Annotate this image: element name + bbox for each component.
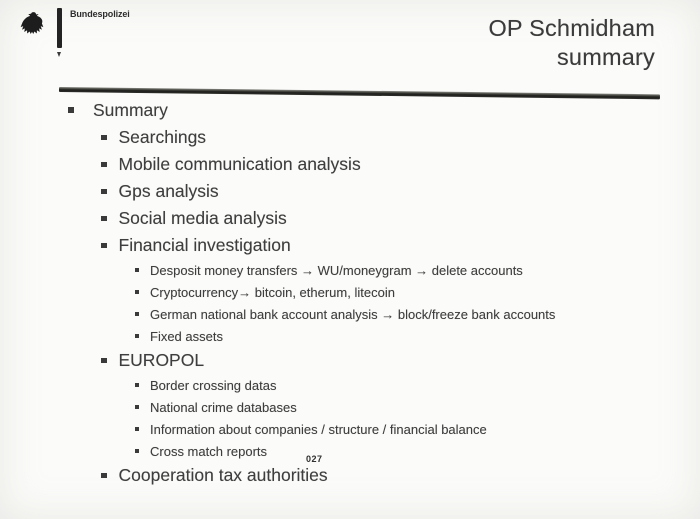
bullet-item bbox=[0, 259, 700, 281]
bullet-item bbox=[0, 205, 700, 232]
slide-title-line1: OP Schmidham bbox=[488, 15, 655, 41]
square-bullet-icon bbox=[135, 312, 139, 316]
bullet-item-label: Cryptocurrency→ bitcoin, etherum, litecoin bbox=[150, 284, 395, 300]
bullet-item bbox=[0, 440, 700, 462]
square-bullet-icon bbox=[135, 405, 139, 409]
bullet-item bbox=[0, 281, 700, 303]
bullet-item bbox=[0, 462, 700, 489]
bullet-item-label: German national bank account analysis → block/freeze bank accounts bbox=[150, 306, 556, 322]
bullet-item-label: Searchings bbox=[118, 127, 207, 147]
square-bullet-icon bbox=[101, 135, 107, 141]
bullet-item bbox=[0, 325, 700, 347]
square-bullet-icon bbox=[135, 383, 139, 387]
bullet-item-label: EUROPOL bbox=[118, 350, 205, 370]
bullet-item-label: Information about companies / structure / financial balance bbox=[150, 421, 487, 437]
slide-title-line2: summary bbox=[556, 44, 655, 70]
bullet-item bbox=[0, 151, 700, 178]
square-bullet-icon bbox=[68, 107, 74, 113]
bundespolizei-logo bbox=[20, 8, 130, 60]
square-bullet-icon bbox=[135, 427, 139, 431]
square-bullet-icon bbox=[101, 162, 107, 168]
square-bullet-icon bbox=[101, 358, 107, 364]
square-bullet-icon bbox=[101, 243, 107, 249]
square-bullet-icon bbox=[101, 473, 107, 479]
square-bullet-icon bbox=[101, 189, 107, 195]
bullet-item bbox=[0, 303, 700, 325]
bullet-item-label: Cooperation tax authorities bbox=[118, 465, 328, 485]
square-bullet-icon bbox=[135, 449, 139, 453]
bullet-item bbox=[0, 347, 700, 374]
bullet-item bbox=[0, 124, 700, 151]
bullet-item bbox=[0, 418, 700, 440]
square-bullet-icon bbox=[135, 334, 139, 338]
bullet-item-label: National crime databases bbox=[150, 399, 297, 415]
bundesadler-eagle-icon bbox=[20, 10, 47, 42]
bullet-item-label: Fixed assets bbox=[150, 328, 223, 344]
bullet-item-label: Cross match reports bbox=[150, 443, 268, 459]
bullet-list bbox=[0, 96, 700, 489]
logo-arrow-icon bbox=[57, 52, 61, 57]
page-number: 027 bbox=[306, 454, 323, 464]
slide-title bbox=[488, 14, 655, 72]
bullet-item bbox=[0, 178, 700, 205]
logo-divider-bar bbox=[57, 8, 62, 60]
bullet-item-label: Gps analysis bbox=[118, 181, 219, 201]
bullet-item-label: Summary bbox=[93, 99, 168, 120]
bullet-item bbox=[0, 232, 700, 259]
bullet-item-label: Mobile communication analysis bbox=[118, 154, 361, 174]
bullet-item bbox=[0, 396, 700, 418]
square-bullet-icon bbox=[135, 290, 139, 294]
square-bullet-icon bbox=[101, 216, 107, 222]
bullet-item-label: Financial investigation bbox=[118, 235, 291, 255]
bullet-item bbox=[0, 374, 700, 396]
bullet-item-label: Border crossing datas bbox=[150, 377, 277, 393]
logo-text: Bundespolizei bbox=[70, 9, 130, 19]
bullet-item-label: Desposit money transfers → WU/moneygram → delete accounts bbox=[150, 262, 523, 278]
bullet-item bbox=[0, 96, 700, 124]
square-bullet-icon bbox=[135, 268, 139, 272]
bullet-item-label: Social media analysis bbox=[118, 208, 287, 228]
